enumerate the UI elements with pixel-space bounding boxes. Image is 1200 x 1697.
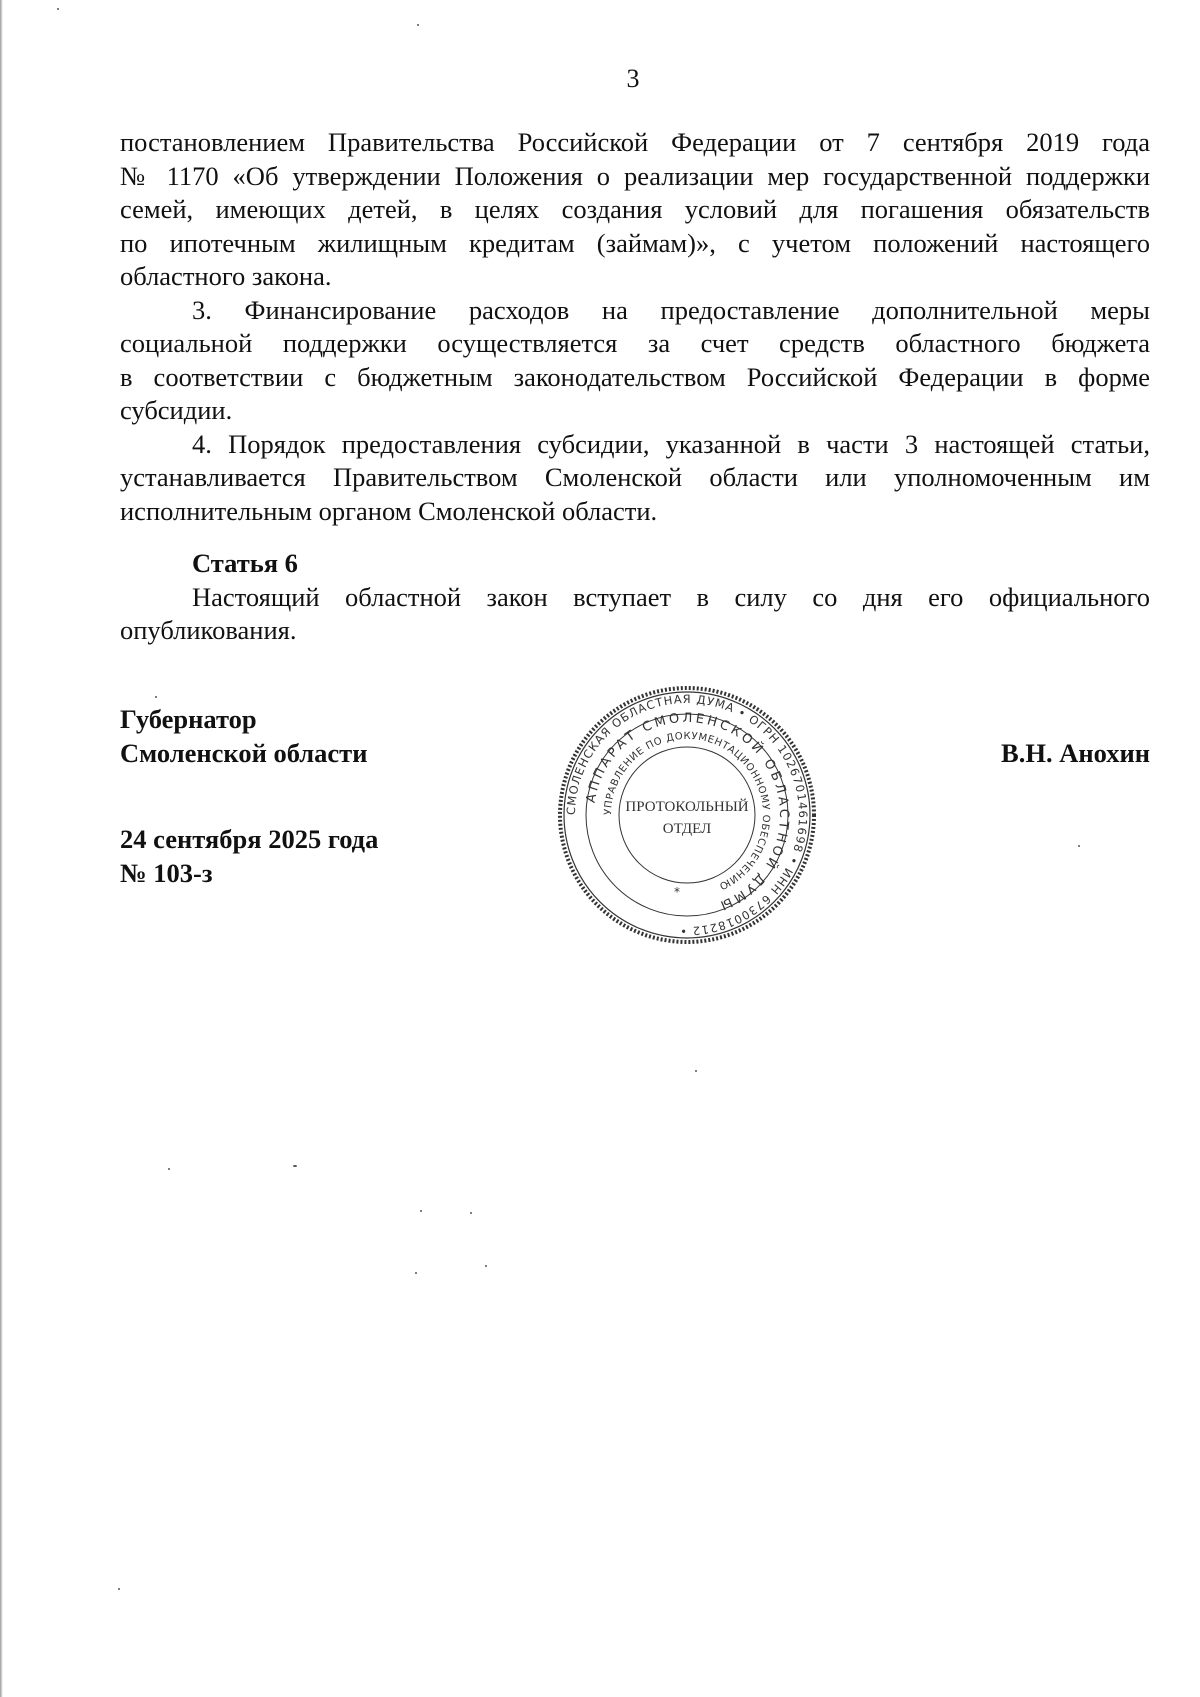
text-line: исполнительным органом Смоленской области.: [120, 495, 658, 526]
seal-inner-ring: [619, 747, 755, 883]
official-seal: [556, 684, 818, 946]
document-date-number: [120, 822, 378, 890]
text-line: субсидии.: [120, 395, 233, 425]
article-text: [120, 581, 1150, 648]
text-line: устанавливается Правительством Смоленской области или уполномоченным им: [120, 462, 1150, 492]
scan-speck: [695, 1070, 697, 1072]
scan-speck: [118, 1588, 120, 1590]
text-line: постановлением Правительства Российской Федерации от 7 сентября 2019 года: [120, 127, 1150, 157]
article-heading: Статья 6: [192, 548, 298, 578]
scan-speck: [168, 1168, 170, 1170]
document-number: № 103-з: [120, 858, 213, 888]
scan-speck: [1078, 845, 1080, 847]
scan-speck: [155, 696, 157, 698]
text-line: семей, имеющих детей, в целях создания условий для погашения обязательств: [120, 194, 1150, 224]
text-line: 4. Порядок предоставления субсидии, указанной в части 3 настоящей статьи,: [192, 428, 1150, 459]
paragraph-3: [120, 294, 1150, 428]
seal-middle-text: АППАРАТ СМОЛЕНСКОЙ ОБЛАСТНОЙ ДУМЫ: [583, 710, 792, 914]
text-line: в соответствии с бюджетным законодательством Российской Федерации в форме: [120, 361, 1150, 392]
article-6: [120, 547, 1150, 648]
seal-outer-rim: [560, 688, 814, 942]
text-line: 3. Финансирование расходов на предоставление дополнительной меры: [192, 294, 1150, 325]
scan-speck: [415, 1272, 417, 1274]
text-line: областного закона.: [120, 261, 332, 291]
seal-center-line2: ОТДЕЛ: [662, 821, 712, 837]
scan-speck: [417, 24, 419, 26]
scan-speck: [470, 1212, 472, 1214]
scan-speck: [57, 8, 59, 10]
text-line: Настоящий областной закон вступает в силу со дня его официального: [192, 581, 1150, 612]
seal-star-icon: *: [674, 885, 680, 899]
text-line: опубликования.: [120, 615, 297, 645]
body-text-main: [120, 126, 1150, 528]
scan-speck: [293, 1165, 297, 1167]
seal-outer-text: СМОЛЕНСКАЯ ОБЛАСТНАЯ ДУМА • ОГРН 1026701461698 • ИНН 6730018212 •: [563, 691, 811, 939]
paragraph-4: [120, 428, 1150, 529]
seal-ring-text: УПРАВЛЕНИЕ ПО ДОКУМЕНТАЦИОННОМУ ОБЕСПЕЧЕНИЮ: [602, 730, 772, 892]
text-line: № 1170 «Об утверждении Положения о реализации мер государственной поддержки: [120, 160, 1150, 191]
position-line: Смоленской области: [120, 738, 368, 768]
scan-speck: [420, 1210, 422, 1212]
signatory-position: [120, 702, 367, 770]
text-line: по ипотечным жилищным кредитам (займам)», с учетом положений настоящего: [120, 227, 1150, 258]
page-edge-shadow: [0, 0, 3, 1697]
document-date: 24 сентября 2025 года: [120, 824, 379, 854]
scan-speck: [485, 1265, 487, 1267]
text-line: социальной поддержки осуществляется за счет средств областного бюджета: [120, 328, 1150, 358]
seal-center-line1: ПРОТОКОЛЬНЫЙ: [625, 799, 749, 815]
page-number: 3: [626, 64, 640, 93]
position-line: Губернатор: [120, 704, 257, 734]
paragraph-continuation: [120, 126, 1150, 294]
signatory-name: В.Н. Анохин: [1001, 738, 1150, 768]
